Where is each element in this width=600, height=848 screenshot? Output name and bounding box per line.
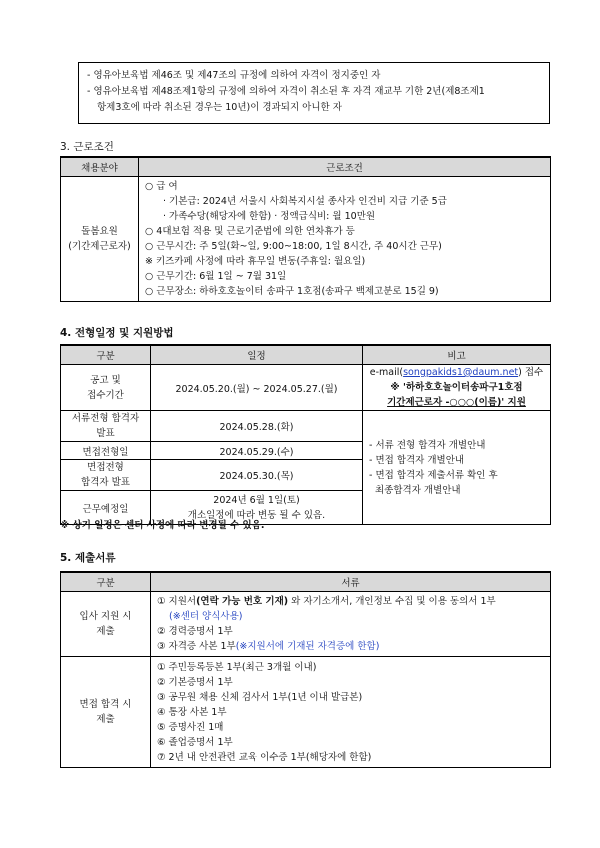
- group-label-line: 제출: [96, 714, 115, 725]
- email-line: [367, 365, 546, 380]
- doc-item: ⑤ 증명사진 1매: [157, 721, 224, 733]
- doc-item: ② 기본증명서 1부: [157, 676, 233, 688]
- col-header-category: 구분: [61, 345, 151, 365]
- col-header-category: 구분: [61, 572, 151, 592]
- remark-4: 최종합격자 개별안내: [375, 484, 461, 496]
- col-header-documents: 서류: [151, 572, 551, 592]
- row-label: 면접전형일: [61, 442, 151, 460]
- email-prefix: e-mail(: [369, 367, 404, 378]
- condition-salary: ○ 급 여: [145, 181, 178, 192]
- apply-note-2: 기간제근로자 -○○○(이름)' 지원: [387, 397, 526, 408]
- documents-table: [60, 571, 551, 768]
- row-label: [61, 411, 151, 442]
- section-5-title: 5. 제출서류: [60, 552, 116, 564]
- condition-base-pay: · 기본급: 2024년 서울시 사회복지시설 종사자 인건비 지급 기준 5급: [163, 196, 447, 207]
- group-label-line: 면접 합격 시: [79, 699, 132, 710]
- field-cell: [61, 177, 139, 302]
- row-date: 2024.05.30.(목): [151, 460, 363, 491]
- schedule-table: [60, 344, 551, 525]
- doc-item: [157, 639, 544, 654]
- field-type: (기간제근로자): [68, 241, 131, 252]
- email-suffix: ) 접수: [518, 367, 544, 378]
- condition-period: ○ 근무기간: 6월 1일 ~ 7월 31일: [145, 271, 287, 282]
- row-date-note: 개소일정에 따라 변동 될 수 있음.: [187, 509, 326, 521]
- row-label-line: 합격자 발표: [81, 477, 130, 488]
- group-label-apply: [61, 592, 151, 657]
- row-date: 2024.05.20.(월) ~ 2024.05.27.(월): [151, 365, 363, 411]
- interview-documents-cell: [151, 657, 551, 768]
- row-date: 2024.05.29.(수): [151, 442, 363, 460]
- condition-location: ○ 근무장소: 하하호호놀이터 송파구 1호점(송파구 백제고분로 15길 9): [145, 286, 439, 297]
- doc-text-bold: (연락 가능 번호 기재): [196, 596, 289, 607]
- disqualify-line-3: 항제3호에 따라 취소된 경우는 10년)이 경과되지 아니한 자: [97, 102, 342, 113]
- remark-3: - 면접 합격자 제출서류 확인 후: [369, 469, 498, 481]
- apply-documents-cell: [151, 592, 551, 657]
- doc-item: ④ 통장 사본 1부: [157, 706, 227, 718]
- remark-2: - 면접 합격자 개별안내: [369, 454, 465, 466]
- section-3-title: 3. 근로조건: [60, 141, 114, 153]
- doc-text-note: (※지원서에 기재된 자격증에 한함): [235, 641, 380, 652]
- row-label-line: 서류전형 합격자: [71, 413, 140, 424]
- condition-holiday-note: ※ 키즈카페 사정에 따라 휴무일 변동(주휴일: 월요일): [145, 256, 366, 267]
- schedule-change-note: ※ 상기 일정은 센터 사정에 따라 변경될 수 있음.: [60, 520, 265, 531]
- col-header-field: 채용분야: [61, 157, 139, 177]
- doc-item: ⑦ 2년 내 안전관련 교육 이수증 1부(해당자에 한함): [157, 751, 372, 763]
- doc-item: ⑥ 졸업증명서 1부: [157, 736, 233, 748]
- table-row: [61, 411, 551, 442]
- condition-hours: ○ 근무시간: 주 5일(화~일, 9:00~18:00, 1일 8시간, 주 40시간 근무): [145, 241, 442, 252]
- group-label-line: 제출: [96, 626, 115, 637]
- remarks-cell: [363, 411, 551, 525]
- row-date: 2024.05.28.(화): [151, 411, 363, 442]
- doc-form-note: (※센터 양식사용): [169, 611, 243, 622]
- section-4-title: 4. 전형일정 및 지원방법: [60, 327, 174, 339]
- row-label-line: 면접전형: [87, 462, 124, 473]
- group-label-interview: [61, 657, 151, 768]
- apply-method-cell: [363, 365, 551, 411]
- col-header-conditions: 근로조건: [139, 157, 551, 177]
- row-label-line: 발표: [96, 428, 115, 439]
- doc-item: ③ 공무원 채용 신체 검사서 1부(1년 이내 발급본): [157, 691, 363, 703]
- email-link[interactable]: songpakids1@daum.net: [403, 367, 519, 378]
- col-header-schedule: 일정: [151, 345, 363, 365]
- row-label-line: 접수기간: [87, 389, 124, 401]
- doc-item: ② 경력증명서 1부: [157, 626, 233, 637]
- doc-text: 와 자기소개서, 개인정보 수집 및 이용 동의서 1부: [288, 596, 496, 607]
- condition-insurance: ○ 4대보험 적용 및 근로기준법에 의한 연차휴가 등: [145, 226, 355, 237]
- work-conditions-table: [60, 156, 551, 302]
- row-label-line: 공고 및: [90, 374, 121, 386]
- disqualification-box: [78, 62, 550, 124]
- group-label-line: 입사 지원 시: [79, 611, 132, 622]
- doc-text: ③ 자격증 사본 1부: [157, 641, 236, 652]
- row-label: [61, 460, 151, 491]
- disqualify-line-1: - 영유아보육법 제46조 및 제47조의 규정에 의하여 자격이 정지중인 자: [87, 70, 381, 81]
- condition-allowance: · 가족수당(해당자에 한함) · 정액급식비: 월 10만원: [163, 211, 376, 222]
- row-date-line: 2024년 6월 1일(토): [213, 494, 300, 506]
- doc-item: [157, 594, 544, 609]
- disqualify-line-2: - 영유아보육법 제48조제1항의 규정에 의하여 자격이 취소된 후 자격 재교부 기한 2년(제8조제1: [87, 86, 485, 97]
- remark-1: - 서류 전형 합격자 개별안내: [369, 439, 486, 451]
- doc-text: ① 지원서: [157, 596, 197, 607]
- table-row: [61, 365, 551, 411]
- row-label: 근무예정일: [61, 491, 151, 525]
- doc-item: ① 주민등록등본 1부(최근 3개월 이내): [157, 661, 317, 673]
- row-label: [61, 365, 151, 411]
- conditions-cell: [139, 177, 551, 302]
- field-name: 돌봄요원: [81, 226, 118, 237]
- apply-note-1: ※ '하하호호놀이터송파구1호점: [390, 382, 523, 393]
- col-header-remarks: 비고: [363, 345, 551, 365]
